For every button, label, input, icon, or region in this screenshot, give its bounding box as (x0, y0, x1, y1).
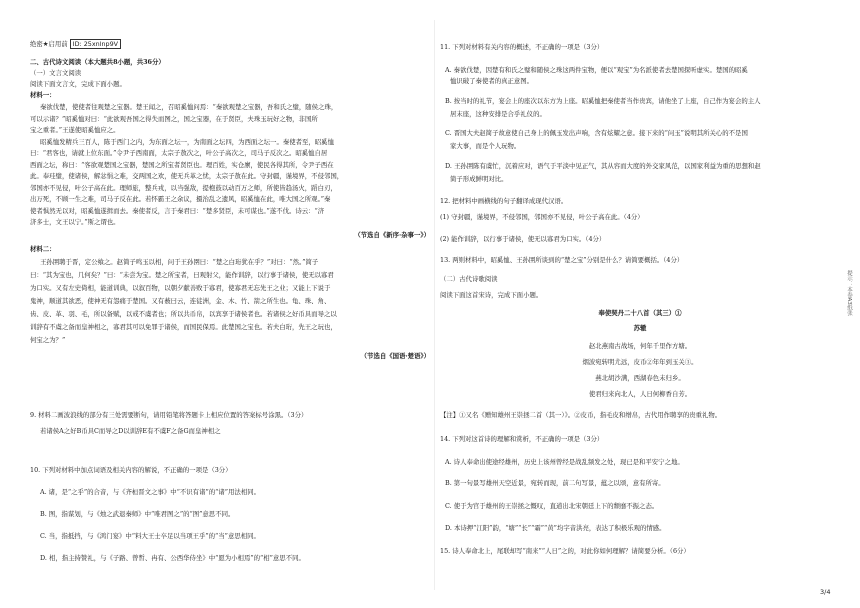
poem-note: 【注】①又名《赠知雄州王崇拯二首（其一）》。②皮币，指毛皮和缯帛，古代用作聘享的贵重礼物。 (440, 411, 722, 419)
material-1-line: 昭奚恤发精兵三百人，陈于西门之内，为东面之坛一，为南面之坛四，为西面之坛一。秦使者至，昭奚恤 (40, 137, 334, 146)
poem-author: 苏辙 (633, 324, 647, 332)
poem-line: 赵北燕南古战场，何年千里作方塘。 (588, 342, 692, 350)
question-14-line: B. 第一句景写雄州天空近景，宛转而现，前二句写景，蕴之以颂，意有所寄。 (445, 479, 665, 487)
material-1-line: 曰：“君客也，请就上位东面。”令尹子西南面，太宗子敖次之，叶公子高次之，司马子反次之。昭奚恤自居 (30, 149, 328, 157)
column-divider (434, 20, 435, 590)
material-1-line: 使者惧然无以对，昭奚恤遂揖而去。秦使者反，言于秦君曰：“楚多贤臣，未可谋也。”遂不伐。诗云：“济 (30, 206, 325, 215)
material-2-label: 材料二： (30, 245, 56, 253)
instruction-2: 阅读下面这首宋诗，完成下面小题。 (440, 291, 543, 299)
question-15-line: 15. 诗人奉命北上，尾联却写“南来”“人日”之的，对此你如何理解？请简要分析。（6分） (440, 547, 690, 555)
question-11-line: 家大事，而是个人玩物。 (450, 142, 521, 150)
question-11-line: 11. 下列对材料有关内容的概述，不正确的一项是（3分） (440, 43, 604, 51)
poem-title: 奉使契丹二十八首（其三）① (598, 309, 682, 317)
material-1-line: 出万死，不顾一生之难，司马子反在此。若怀霸王之余议，摄治乱之遗风，昭奚恤在此，唯大国之所观。”秦 (30, 195, 331, 203)
id-box: ID: 25xnlnp9V (70, 39, 121, 49)
material-2-line: 鬼神，顺道其欲恶，使神无有怨痛于楚国。又有薮曰云，连徒洲，金、木、竹、箭之所生也。龟、珠、角、 (30, 297, 331, 305)
question-11-line: C. 晋国大夫赵简子故意使自己身上的佩玉发出声响，含有炫耀之意。接下来的“问玉”说明其所关心的不是国 (445, 129, 748, 137)
question-9-line: 9. 材料二画波浪线的部分有三处需要断句，请用铅笔将答题卡上相应位置的答案标号涂黑。（3分） (30, 411, 308, 419)
question-11-line: 简子形成鲜明对比。 (450, 175, 508, 183)
material-1-label: 材料一： (30, 91, 56, 99)
material-2-line: 齿、皮、革、羽、毛，所以备赋，以戒不虞者也；所以共币帛，以宾享于诸侯者也。若诸侯之好币具而导之以 (30, 310, 337, 318)
question-10-line: D. 相，指主持赞礼，与《子路、曾皙、冉有、公西华侍坐》中“愿为小相焉”的“相”意思不同。 (40, 554, 305, 562)
secret-label: 绝密★启用前 (30, 40, 68, 48)
instruction: 阅读下面文言文，完成下面小题。 (30, 80, 126, 88)
subsection-2: （二）古代诗歌阅读 (440, 275, 498, 283)
poem-line: 使君归来向北人，人日何柳香自芳。 (588, 390, 692, 398)
subsection-1: （一）文言文阅读 (30, 69, 82, 77)
page-number: 3/4 (820, 588, 831, 596)
material-1-line: 可以示诸？”昭奚恤对曰：“此欲观吾国之得失而图之，国之宝器，在于贤臣，夫珠玉玩好之物，非国所 (30, 114, 318, 123)
question-11-line: D. 王孙圉陈有虞忙，沉着应对，语气于平淡中见正气，其从容而大度的外交家风范，以国家利益为重的思想和赵 (445, 162, 761, 170)
question-14-line: A. 诗人奉命出使途经雄州，历史上该州曾经是战乱频发之处，现已是和平安宁之地。 (445, 458, 684, 466)
question-14-line: C. 使于为官于雄州的王崇拯之慨叹，直道出北宋朝廷上下的颓靡不振之态。 (445, 502, 659, 510)
question-14-line: 14. 下列对这首诗的理解和赏析，不正确的一项是（3分） (440, 435, 604, 443)
question-11-line: A. 秦欲伐楚，因楚有和氏之璧和随侯之珠这两件宝物，便以“观宝”为名派使者去楚国探听虚实。楚国的昭奚 (445, 66, 748, 74)
question-10-line: 10. 下列对材料中加点词语及相关内容的解说，不正确的一项是（3分） (30, 466, 232, 474)
question-11-line: B. 按当时的礼节，宴会上的座次以东方为上座。昭奚恤把秦使者当作贵宾，请他坐了上座，自己作为宴会的主人 (445, 97, 761, 105)
material-1-line: 秦欲伐楚，使使者往观楚之宝器。楚王闻之，召昭奚恤问焉：“秦欲观楚之宝器，吾和氏之璧，随侯之珠， (40, 103, 338, 111)
material-2-line: 训辞有不虞之备而皇神相之，寡君其可以免罪于诸侯，而国民保焉。此楚国之宝也。若夫白珩，先王之玩也， (30, 323, 337, 331)
poem-line: 燕北胡沙满，西湖春色未归乡。 (595, 374, 685, 382)
question-9-line: 若诸侯A之好B币具C而导之D以训辞E有不虞F之备G而皇神相之 (40, 427, 221, 435)
material-1-line: 济多士，文王以宁。”斯之谓也。 (30, 218, 120, 226)
material-2-line: 王孙圉聘于晋，定公飨之。赵简子鸣玉以相，问于王孙圉曰：“楚之白珩犹在乎？”对曰：“然。”简子 (40, 258, 319, 266)
material-1-source: （节选自《新序·杂事一》） (354, 231, 430, 239)
question-14-line: D. 本诗押“江阳”韵，“塘”“长”“霜”“黄”均字音洪亮，表达了积极乐观的情感。 (445, 524, 666, 532)
material-1-line: 邻国亦不见侵，叶公子高在此。理师旅，整兵戎，以当强敌，提枹鼓以动百万之师，所使皆趋汤火，蹈白刃， (30, 183, 337, 192)
material-2-line: 为口实。又有左史倚相，能道训典，以叙百物，以朝夕献善败于寡君，使寡君无忘先王之业；又能上下说于 (30, 284, 331, 292)
material-2-line: 何宝之为？” (30, 336, 66, 344)
question-10-line: B. 图，指谋划，与《烛之武退秦师》中“唯君图之”的“图”意思不同。 (40, 510, 235, 518)
question-13-line: 13. 两则材料中，昭奚恤、王孙圉所谈到的“楚之宝”分别是什么？请简要概括。（4分） (440, 256, 684, 264)
material-1-line: 西面之坛，称曰：“客欲观楚国之宝器，楚国之所宝者贤臣也。理百姓，实仓廪，使民各得其所，令尹子西在 (30, 160, 334, 169)
question-10-line: C. 当，指抵挡，与《鸿门宴》中“料大王士卒足以当项王乎”的“当”意思相同。 (40, 532, 260, 540)
question-11-line: 恤识破了秦使者的真正意图。 (450, 77, 534, 85)
question-11-line: 居末座，这种安排是合乎礼仪的。 (450, 110, 546, 118)
poem-line: 烟波宛转明尤远，皮币②年年到玉关③。 (582, 358, 698, 366)
section-title: 二、古代诗文阅读（本大题共8小题，共36分） (30, 58, 165, 66)
material-2-source: （节选自《国语·楚语》） (360, 352, 430, 360)
side-note: 提示：本卷A3纸张 (846, 270, 852, 316)
question-12-line: (2) 能作训辞，以行事于诸侯，使无以寡君为口实。（4分） (440, 235, 606, 243)
material-1-line: 此。奉珪璧，使诸侯，解忿悁之难，交两国之欢，使无兵革之忧，太宗子敖在此。守封疆，谨境界，不侵邻国， (30, 172, 344, 180)
material-2-line: 曰：“其为宝也，几何矣？”曰：“未尝为宝。楚之所宝者，曰观射父，能作训辞，以行事于诸侯，使无以寡君 (30, 271, 334, 279)
material-1-line: 宝之重者。”王遂使昭奚恤应之。 (30, 126, 120, 134)
question-10-line: A. 诸，是“之乎”的合音，与《齐桓晋文之事》中“不识有诸”的“诸”用法相同。 (40, 488, 260, 496)
question-12-line: (1) 守封疆，谨境界，不侵邻国，邻国亦不见侵，叶公子高在此。（4分） (440, 213, 644, 221)
header-line (30, 40, 121, 48)
question-12-line: 12. 把材料中画横线的句子翻译成现代汉语。 (440, 197, 568, 205)
